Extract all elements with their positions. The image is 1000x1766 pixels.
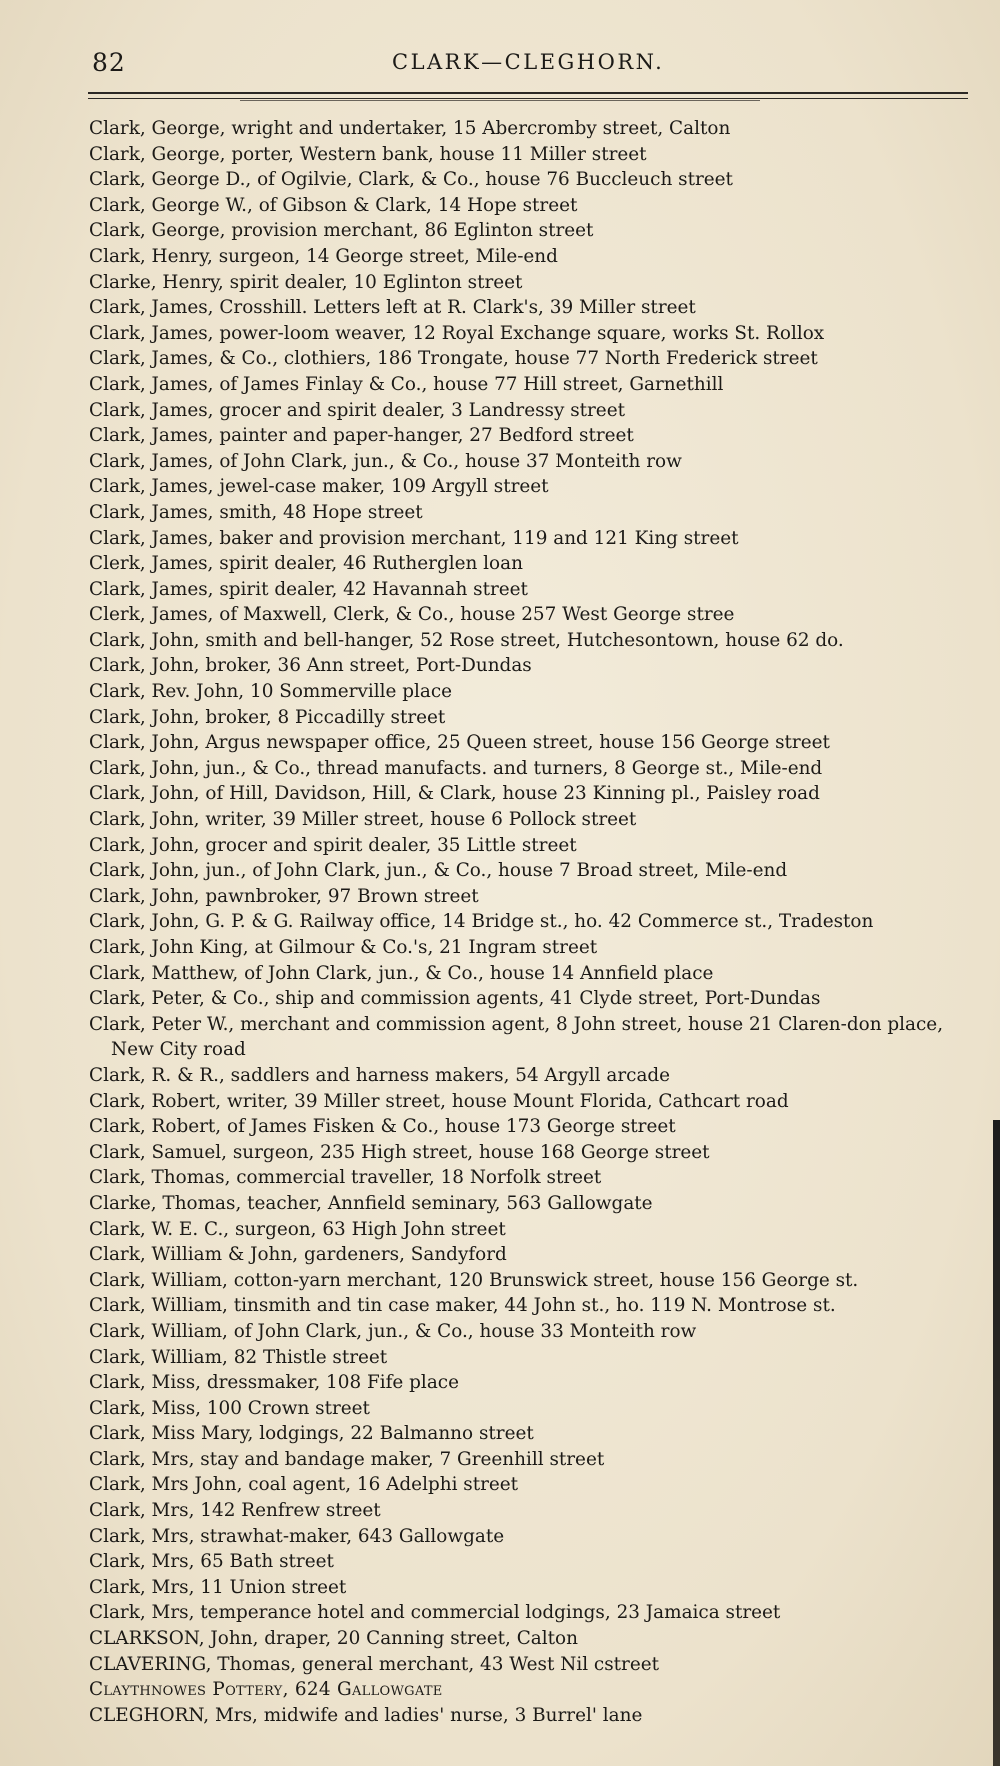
directory-entry: Clark, John, broker, 36 Ann street, Port-Dundas <box>89 655 532 677</box>
directory-entry: Clark, William, cotton-yarn merchant, 120 Brunswick street, house 156 George st. <box>89 1269 859 1291</box>
directory-entry: Clark, James, of James Finlay & Co., house 77 Hill street, Garnethill <box>89 373 724 395</box>
directory-entry: Clarke, Thomas, teacher, Annfield seminary, 563 Gallowgate <box>89 1192 653 1214</box>
directory-entry: Clark, Mrs John, coal agent, 16 Adelphi street <box>89 1474 519 1496</box>
directory-entry: Clark, George, wright and undertaker, 15 Abercromby street, Calton <box>89 118 731 139</box>
directory-entry: CLEGHORN, Mrs, midwife and ladies' nurse, 3 Burrel' lane <box>89 1704 643 1726</box>
directory-entry: Clark, James, & Co., clothiers, 186 Trongate, house 77 North Frederick street <box>89 348 818 370</box>
directory-entry: Clark, Matthew, of John Clark, jun., & Co., house 14 Annfield place <box>89 962 714 984</box>
directory-entry: Clark, Miss Mary, lodgings, 22 Balmanno street <box>89 1423 534 1445</box>
directory-entry: Clark, Mrs, temperance hotel and commercial lodgings, 23 Jamaica street <box>89 1602 781 1624</box>
directory-entry: Clark, John, broker, 8 Piccadilly street <box>89 706 446 728</box>
directory-entry: Clark, Peter, & Co., ship and commission agents, 41 Clyde street, Port-Dundas <box>89 988 821 1010</box>
directory-entry: Clark, Peter W., merchant and commission agent, 8 John street, house 21 Claren-don place, New City road <box>89 1013 944 1061</box>
directory-entry: Clark, James, spirit dealer, 42 Havannah street <box>89 578 528 600</box>
directory-entry: CLARKSON, John, draper, 20 Canning street, Calton <box>89 1628 578 1650</box>
directory-entry: Clark, William, 82 Thistle street <box>89 1346 388 1368</box>
directory-entries <box>89 116 974 1728</box>
directory-entry: Clark, George, provision merchant, 86 Eglinton street <box>89 220 594 242</box>
directory-entry: Clark, Thomas, commercial traveller, 18 Norfolk street <box>89 1167 602 1189</box>
directory-entry: Claythnowes Pottery, 624 Gallowgate <box>89 1679 443 1701</box>
page-header <box>88 46 968 76</box>
directory-entry: Clark, James, grocer and spirit dealer, 3 Landressy street <box>89 399 625 421</box>
directory-entry: Clark, Henry, surgeon, 14 George street, Mile-end <box>89 245 558 267</box>
directory-entry: Clark, Mrs, stay and bandage maker, 7 Greenhill street <box>89 1448 605 1470</box>
directory-entry: Clark, Rev. John, 10 Sommerville place <box>89 681 453 703</box>
directory-entry: CLAVERING, Thomas, general merchant, 43 West Nil cstreet <box>89 1653 660 1675</box>
directory-entry: Clark, James, Crosshill. Letters left at R. Clark's, 39 Miller street <box>89 297 696 319</box>
directory-entry: Clark, George W., of Gibson & Clark, 14 Hope street <box>89 194 578 216</box>
directory-entry: Clark, James, painter and paper-hanger, 27 Bedford street <box>89 425 634 447</box>
directory-entry: Clark, John, smith and bell-hanger, 52 Rose street, Hutchesontown, house 62 do. <box>89 629 844 651</box>
directory-entry: Clark, John, jun., of John Clark, jun., & Co., house 7 Broad street, Mile-end <box>89 860 788 882</box>
directory-entry: Clark, Miss, 100 Crown street <box>89 1397 370 1419</box>
directory-entry: Clark, James, of John Clark, jun., & Co., house 37 Monteith row <box>89 450 682 472</box>
directory-entry: Clark, George, porter, Western bank, house 11 Miller street <box>89 143 647 165</box>
directory-entry: Clark, William & John, gardeners, Sandyford <box>89 1244 507 1266</box>
directory-entry: Clerk, James, of Maxwell, Clerk, & Co., house 257 West George stree <box>89 604 735 626</box>
directory-entry: Clark, James, smith, 48 Hope street <box>89 501 423 523</box>
directory-entry: Clark, John, pawnbroker, 97 Brown street <box>89 885 479 907</box>
directory-entry: Clark, Samuel, surgeon, 235 High street, house 168 George street <box>89 1141 710 1163</box>
directory-entry: Clark, Robert, of James Fisken & Co., house 173 George street <box>89 1116 676 1138</box>
directory-entry: Clark, George D., of Ogilvie, Clark, & Co., house 76 Buccleuch street <box>89 169 733 191</box>
directory-entry: Clark, Mrs, 11 Union street <box>89 1576 347 1598</box>
directory-entry: Clark, R. & R., saddlers and harness makers, 54 Argyll arcade <box>89 1064 671 1086</box>
directory-entry: Clark, John, grocer and spirit dealer, 35 Little street <box>89 834 577 856</box>
directory-entry: Clark, W. E. C., surgeon, 63 High John street <box>89 1218 506 1240</box>
directory-entry: Clark, James, baker and provision merchant, 119 and 121 King street <box>89 527 739 549</box>
directory-entry: Clark, James, power-loom weaver, 12 Royal Exchange square, works St. Rollox <box>89 322 825 344</box>
directory-entry: Clark, James, jewel-case maker, 109 Argyll street <box>89 476 549 498</box>
directory-entry: Clark, Mrs, strawhat-maker, 643 Gallowgate <box>89 1525 505 1547</box>
directory-entry: Clark, John, G. P. & G. Railway office, 14 Bridge st., ho. 42 Commerce st., Tradeston <box>89 911 874 933</box>
header-thin-rule <box>240 100 760 101</box>
header-double-rule <box>88 92 968 99</box>
directory-entry: Clark, William, tinsmith and tin case maker, 44 John st., ho. 119 N. Montrose st. <box>89 1295 836 1317</box>
directory-entry: Clark, William, of John Clark, jun., & Co., house 33 Monteith row <box>89 1320 697 1342</box>
directory-entry: Clark, Robert, writer, 39 Miller street, house Mount Florida, Cathcart road <box>89 1090 789 1112</box>
directory-entry: Clark, John King, at Gilmour & Co.'s, 21 Ingram street <box>89 937 598 958</box>
directory-entry: Clark, John, jun., & Co., thread manufacts. and turners, 8 George st., Mile-end <box>89 757 823 779</box>
directory-entry: Clark, John, of Hill, Davidson, Hill, & Clark, house 23 Kinning pl., Paisley road <box>89 783 820 805</box>
directory-entry: Clerk, James, spirit dealer, 46 Rutherglen loan <box>89 553 523 575</box>
running-head: CLARK—CLEGHORN. <box>392 50 665 74</box>
page-edge-shadow <box>993 1120 1000 1766</box>
directory-entry: Clark, Mrs, 65 Bath street <box>89 1551 334 1573</box>
directory-entry: Clark, John, writer, 39 Miller street, house 6 Pollock street <box>89 809 637 831</box>
directory-entry: Clark, Mrs, 142 Renfrew street <box>89 1500 381 1522</box>
page-number: 82 <box>92 48 126 77</box>
directory-entry: Clark, John, Argus newspaper office, 25 Queen street, house 156 George street <box>89 732 830 754</box>
directory-entry: Clarke, Henry, spirit dealer, 10 Eglinton street <box>89 271 523 293</box>
directory-entry: Clark, Miss, dressmaker, 108 Fife place <box>89 1372 459 1394</box>
